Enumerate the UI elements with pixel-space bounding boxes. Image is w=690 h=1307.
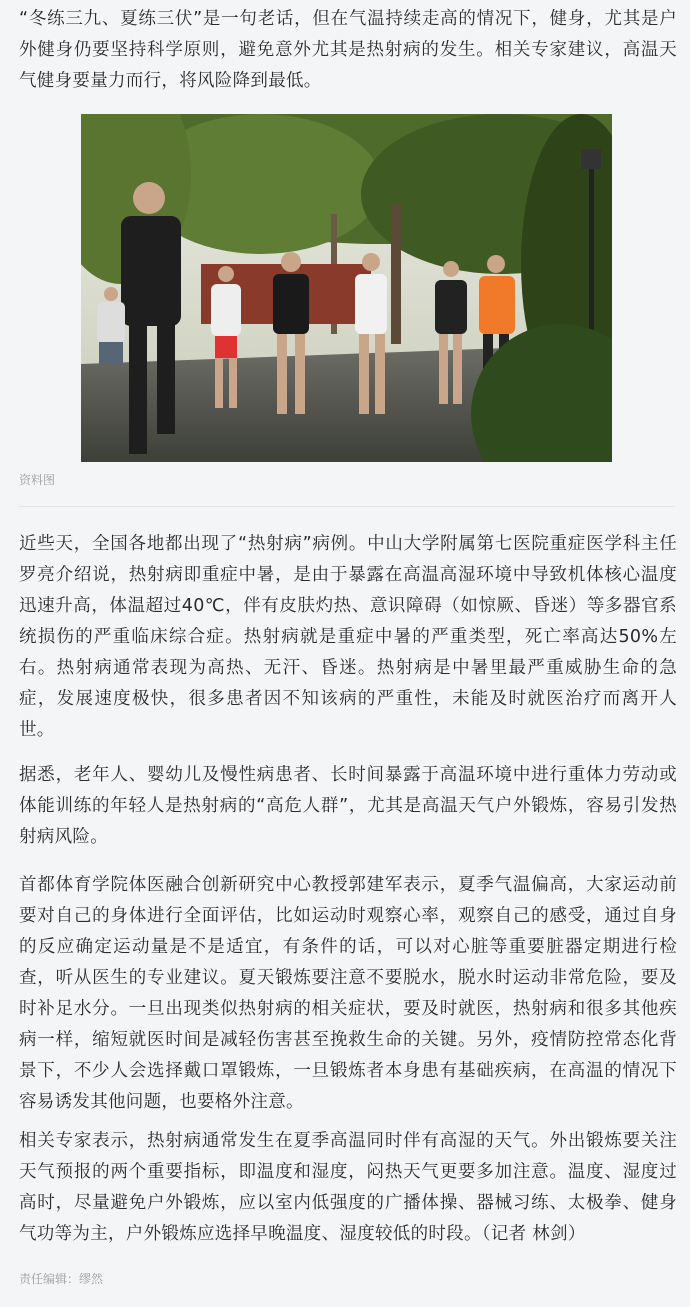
body-paragraph-4: 相关专家表示，热射病通常发生在夏季高温同时伴有高湿的天气。外出锻炼要关注天气预报的两个重要指标，即温度和湿度，闷热天气更要多加注意。温度、湿度过高时，尽量避免户外锻炼，应以室内低强度的广播体操、器械习练、太极拳、健身气功等为主，户外锻炼应选择早晚温度、湿度较低的时段。（记者 林剑） [19,1131,677,1244]
intro-paragraph: “冬练三九、夏练三伏”是一句老话，但在气温持续走高的情况下，健身，尤其是户外健身仍要坚持科学原则，避免意外尤其是热射病的发生。相关专家建议，高温天气健身要量力而行，将风险降到最低。 [19,9,677,91]
body-paragraph-1: 近些天，全国各地都出现了“热射病”病例。中山大学附属第七医院重症医学科主任罗亮介绍说，热射病即重症中暑，是由于暴露在高温高湿环境中导致机体核心温度迅速升高，体温超过40℃，伴有皮肤灼热、意识障碍（如惊厥、昏迷）等多器官系统损伤的严重临床综合症。热射病就是重症中暑的严重类型，死亡率高达50%左右。热射病通常表现为高热、无汗、昏迷。热射病是中暑里最严重威胁生命的急症，发展速度极快，很多患者因不知该病的严重性，未能及时就医治疗而离开人世。 [19,534,677,740]
responsible-editor: 责任编辑：缪然 [19,1272,104,1286]
body-paragraph-3: 首都体育学院体医融合创新研究中心教授郭建军表示，夏季气温偏高，大家运动前要对自己的身体进行全面评估，比如运动时观察心率，观察自己的感受，通过自身的反应确定运动量是不是适宜，有条件的话，可以对心脏等重要脏器定期进行检查，听从医生的专业建议。夏天锻炼要注意不要脱水，脱水时运动非常危险，要及时补足水分。一旦出现类似热射病的相关症状，要及时就医，热射病和很多其他疾病一样，缩短就医时间是减轻伤害甚至挽救生命的关键。另外，疫情防控常态化背景下，不少人会选择戴口罩锻炼，一旦锻炼者本身患有基础疾病，在高温的情况下容易诱发其他问题，也要格外注意。 [19,875,677,1112]
image-caption: 资料图 [19,473,56,487]
divider [19,506,675,507]
body-paragraph-2: 据悉，老年人、婴幼儿及慢性病患者、长时间暴露于高温环境中进行重体力劳动或体能训练的年轻人是热射病的“高危人群”，尤其是高温天气户外锻炼，容易引发热射病风险。 [19,765,677,847]
running-crowd-illustration [81,114,612,462]
article-photo [81,114,612,462]
